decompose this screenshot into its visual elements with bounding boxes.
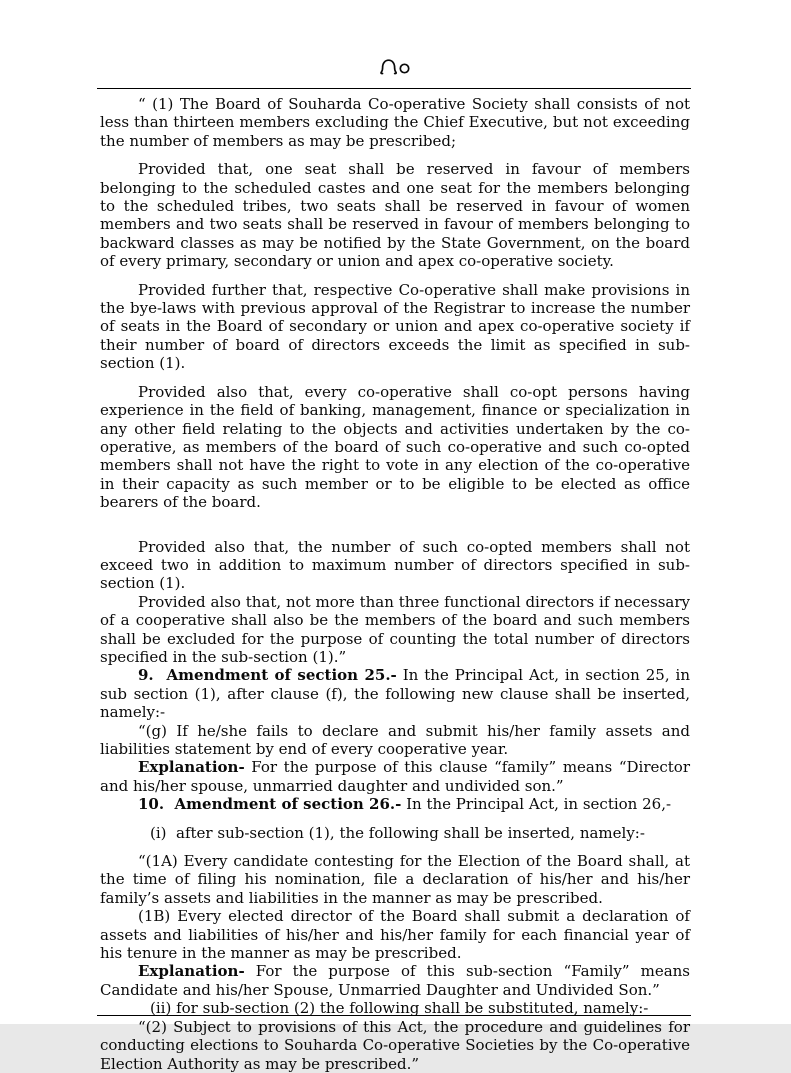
paragraph xyxy=(100,383,690,512)
paragraph-text: “(2) Subject to provisions of this Act, the procedure and guidelines for conducting elections to Souharda Co-operative Societies by the Co-operative Election Authority as may be prescribed.” xyxy=(100,1017,690,1073)
footer-rule xyxy=(97,1015,691,1016)
paragraph-text: (1B) Every elected director of the Board shall submit a declaration of assets and liabilities of his/her and his/her family for each financial year of his tenure in the manner as may be prescribed. xyxy=(100,907,690,963)
paragraph xyxy=(100,593,690,667)
paragraph-text: “(1A) Every candidate contesting for the Election of the Board shall, at the time of filing his nomination, file a declaration of his/her and his/her family’s assets and liabilities in the manner as may be prescribed. xyxy=(100,852,690,907)
paragraph-text: Provided further that, respective Co-operative shall make provisions in the bye-laws with previous approval of the Registrar to increase the number of seats in the Board of secondary or union and apex co-operative society if their number of board of directors exceeds the limit as specified in sub-section (1). xyxy=(100,280,690,373)
paragraph xyxy=(100,281,690,373)
paragraph-text: Provided that, one seat shall be reserved in favour of members belonging to the scheduled castes and one seat for the members belonging to the scheduled tribes, two seats shall be reserved in favour of women members and two seats shall be reserved in favour of members belonging to backward classes as may be notified by the State Government, on the board of every primary, secondary or union and apex co-operative society. xyxy=(100,160,690,271)
page-number xyxy=(0,56,791,78)
paragraph-text: (ii) for sub-section (2) the following shall be substituted, namely:- xyxy=(150,999,649,1018)
paragraph-text: In the Principal Act, in section 26,- xyxy=(401,795,672,814)
paragraph-section-9 xyxy=(100,666,690,721)
paragraph xyxy=(100,824,690,842)
paragraph xyxy=(100,1018,690,1073)
paragraph xyxy=(100,907,690,962)
paragraph xyxy=(100,722,690,759)
paragraph-explanation xyxy=(100,962,690,999)
paragraph-lead: Explanation- xyxy=(138,758,245,777)
paragraph-text: “(g) If he/she fails to declare and submit his/her family assets and liabilities statement by end of every cooperative year. xyxy=(100,721,690,758)
paragraph-explanation xyxy=(100,758,690,795)
paragraph-lead: Explanation- xyxy=(138,962,245,981)
paragraph xyxy=(100,160,690,270)
document-body xyxy=(100,93,690,1073)
paragraph-section-10 xyxy=(100,795,690,813)
paragraph-text: Provided also that, the number of such co-opted members shall not exceed two in addition to maximum number of directors specified in sub-section (1). xyxy=(100,537,690,593)
paragraph-text: For the purpose of this clause “family” means “Director and his/her spouse, unmarried daughter and undivided son.” xyxy=(100,758,690,795)
paragraph-lead: 9. Amendment of section 25.- xyxy=(138,666,397,685)
header-rule xyxy=(97,88,691,89)
paragraph xyxy=(100,95,690,150)
paragraph xyxy=(100,852,690,907)
paragraph-text: “ (1) The Board of Souharda Co-operative Society shall consists of not less than thirteen members excluding the Chief Executive, but not exceeding the number of members as may be prescribed; xyxy=(100,95,690,150)
paragraph-text: Provided also that, not more than three functional directors if necessary of a cooperative shall also be the members of the board and such members shall be excluded for the purpose of counting the total number of directors specified in the sub-section (1).” xyxy=(100,592,690,666)
paragraph-text: Provided also that, every co-operative shall co-opt persons having experience in the field of banking, management, finance or specialization in any other field relating to the objects and activities undertaken by the co-operative, as members of the board of such co-operative and such co-opted members shall not have the right to vote in any election of the co-operative in their capacity as such member or to be eligible to be elected as office bearers of the board. xyxy=(100,382,690,512)
paragraph xyxy=(100,538,690,593)
paragraph-text: For the purpose of this sub-section “Family” means Candidate and his/her Spouse, Unmarried Daughter and Undivided Son.” xyxy=(100,962,690,999)
paragraph-text: In the Principal Act, in section 25, in sub section (1), after clause (f), the following new clause shall be inserted, namely:- xyxy=(100,666,690,722)
paragraph-lead: 10. Amendment of section 26.- xyxy=(138,795,402,814)
page-number-glyph xyxy=(378,57,414,77)
paragraph-text: (i) after sub-section (1), the following shall be inserted, namely:- xyxy=(150,823,645,842)
